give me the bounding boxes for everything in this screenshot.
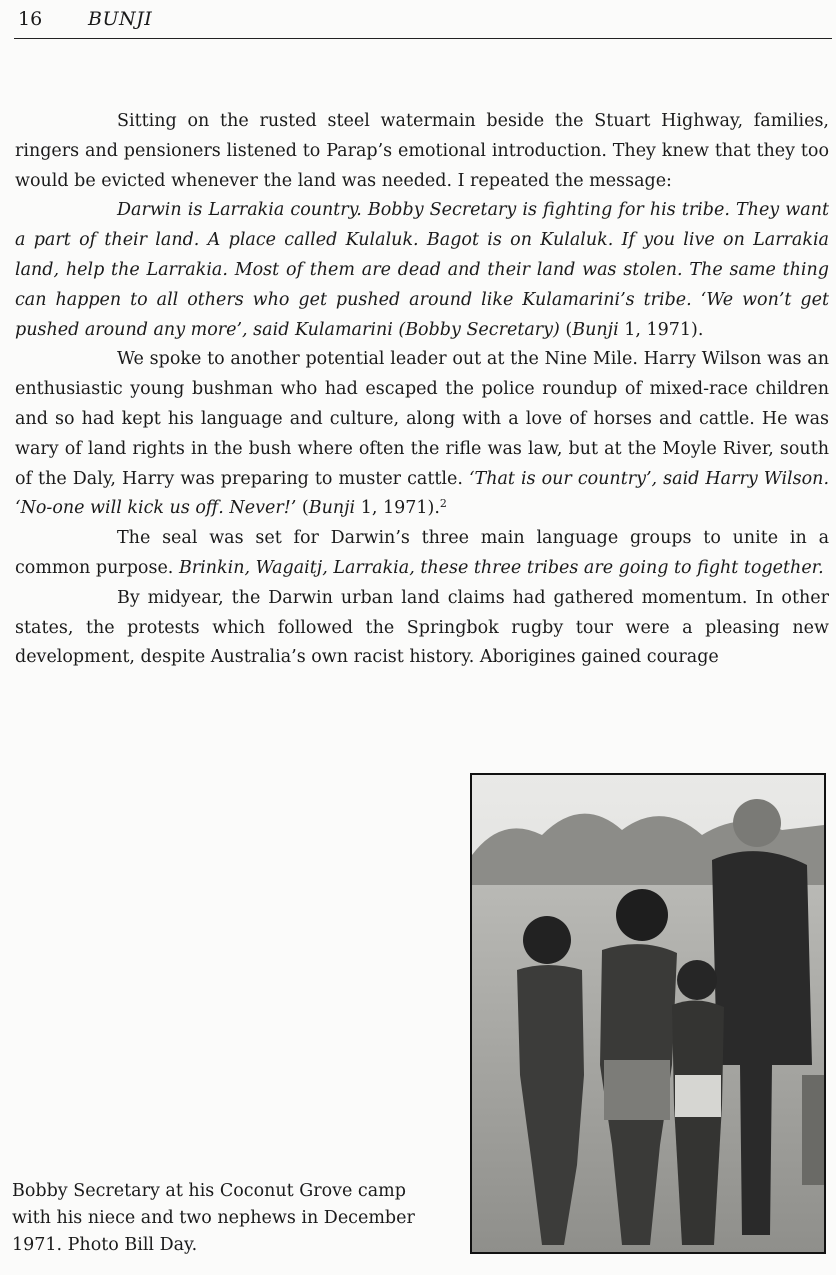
page-number: 16 (18, 8, 43, 30)
paragraph-1: Sitting on the rusted steel watermain beside the Stuart Highway, families, ringers and pensioners listened to Parap’s emotional introduction. They knew that they too would be evicted whenever the land was needed. I repeated the message: (15, 111, 829, 191)
photo-image (472, 775, 824, 1252)
body-text (15, 107, 829, 673)
header-rule (14, 38, 832, 39)
citation-open: ( (296, 498, 309, 519)
paragraph-4-text: The seal was set for Darwin’s three main language groups to unite in a common purpose. (15, 528, 829, 578)
paragraph-2-quote (15, 196, 829, 345)
citation-rest: 1, 1971). (355, 498, 440, 519)
paragraph-4-quote: Brinkin, Wagaitj, Larrakia, these three tribes are going to fight together. (178, 557, 824, 578)
running-header (14, 4, 832, 38)
paragraph-3 (15, 345, 829, 524)
citation-rest: 1, 1971). (618, 319, 704, 340)
quote-text: Darwin is Larrakia country. Bobby Secretary is fighting for his tribe. They want a part of their land. A place called Kulaluk. Bagot is on Kulaluk. If you live on Larrakia land, help the Larrakia. Most of them are dead and their land was stolen. The same thing can happen to all others who get pushed around like Kulamarini’s tribe. ‘We won’t get pushed around any more’, said Kulamarini (Bobby Secretary) (15, 200, 829, 340)
running-title: BUNJI (88, 8, 153, 30)
paragraph-4 (15, 524, 829, 584)
paragraph-5: By midyear, the Darwin urban land claims had gathered momentum. In other states, the protests which followed the Springbok rugby tour were a pleasing new development, despite Australia’s own racist history. Aborigines gained courage (15, 587, 829, 668)
citation-source: Bunji (572, 319, 619, 340)
citation-open: ( (559, 319, 573, 340)
photo-caption: Bobby Secretary at his Coconut Grove camp with his niece and two nephews in December 1971. Photo Bill Day. (12, 1181, 415, 1255)
photograph (470, 773, 826, 1254)
paragraph-3-quote: ‘That is our country’, said Harry Wilson. ‘No-one will kick us off. Never!’ (15, 468, 830, 519)
citation-source: Bunji (308, 498, 356, 519)
photo-background-post (802, 1075, 824, 1185)
paragraph-3-text: We spoke to another potential leader out at the Nine Mile. Harry Wilson was an enthusiastic young bushman who had escaped the police roundup of mixed-race children and so had kept his language and culture, along with a love of horses and cattle. He was wary of land rights in the bush where often the rifle was law, but at the Moyle River, south of the Daly, Harry was preparing to muster cattle. (15, 349, 829, 489)
footnote-marker: 2 (439, 497, 447, 511)
